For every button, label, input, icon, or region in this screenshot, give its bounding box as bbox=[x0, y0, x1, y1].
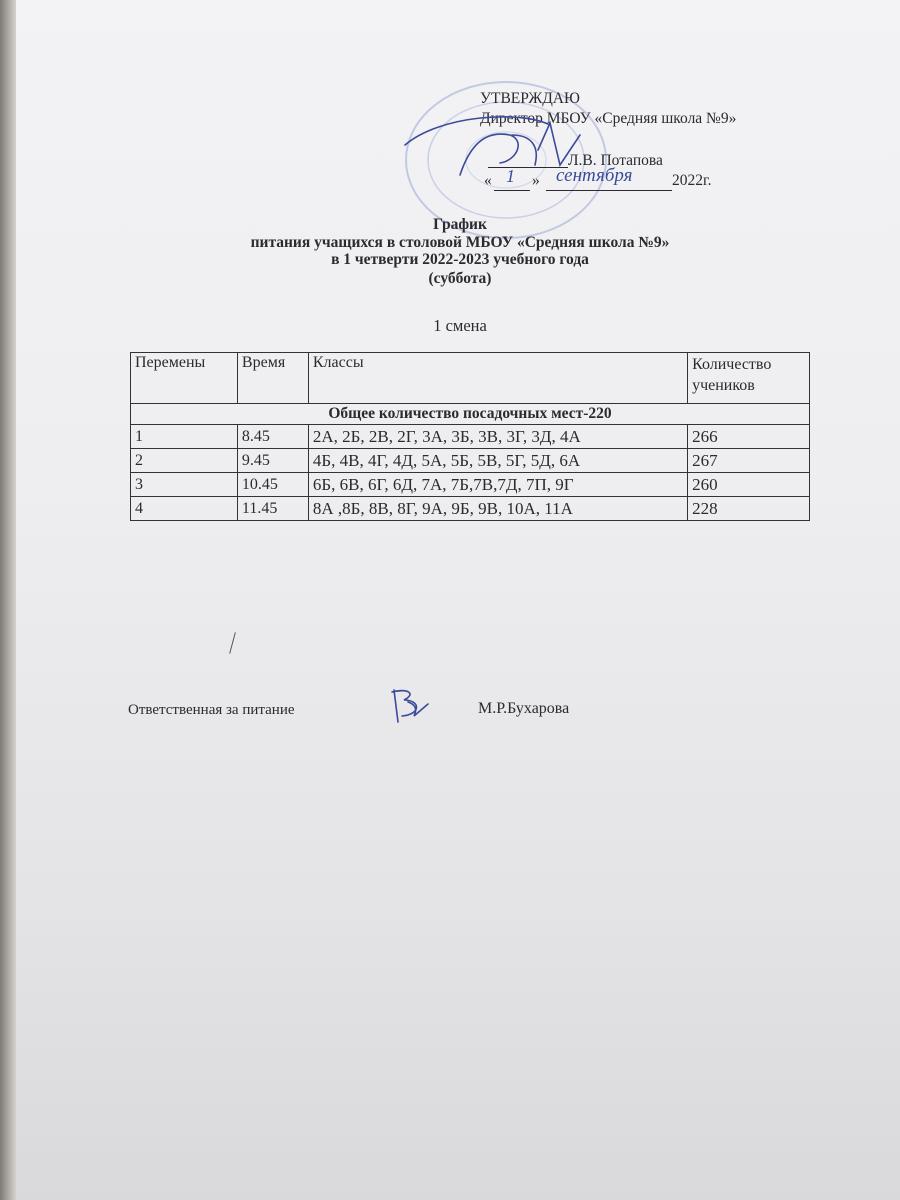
schedule-table bbox=[130, 352, 810, 521]
title-line-3: в 1 четверти 2022-2023 учебного года bbox=[331, 251, 589, 268]
row-classes: 4Б, 4В, 4Г, 4Д, 5А, 5Б, 5В, 5Г, 5Д, 6А bbox=[308, 449, 687, 473]
title-line-4: (суббота) bbox=[428, 270, 492, 287]
responsible-signature bbox=[384, 686, 434, 726]
date-year: 2022г. bbox=[672, 172, 712, 189]
row-count: 267 bbox=[688, 449, 810, 473]
table-row bbox=[131, 497, 810, 521]
row-time: 11.45 bbox=[237, 497, 308, 521]
row-classes: 8А ,8Б, 8В, 8Г, 9А, 9Б, 9В, 10А, 11А bbox=[308, 497, 687, 521]
row-count: 266 bbox=[688, 425, 810, 449]
row-classes: 6Б, 6В, 6Г, 6Д, 7А, 7Б,7В,7Д, 7П, 9Г bbox=[308, 473, 687, 497]
table-row bbox=[131, 473, 810, 497]
footer-label: Ответственная за питание bbox=[128, 702, 295, 718]
approval-heading: УТВЕРЖДАЮ bbox=[480, 90, 580, 107]
footer-name: М.Р.Бухарова bbox=[478, 700, 570, 717]
header-classes: Классы bbox=[308, 353, 687, 404]
row-time: 9.45 bbox=[237, 449, 308, 473]
date-close-quote: » bbox=[532, 172, 540, 189]
header-count-line1: Количество bbox=[692, 356, 772, 373]
row-time: 10.45 bbox=[237, 473, 308, 497]
row-time: 8.45 bbox=[237, 425, 308, 449]
row-count: 260 bbox=[688, 473, 810, 497]
table-header-row bbox=[131, 353, 810, 404]
title-line-1: График bbox=[433, 216, 487, 233]
date-month: сентября bbox=[556, 165, 633, 186]
row-classes: 2А, 2Б, 2В, 2Г, 3А, 3Б, 3В, 3Г, 3Д, 4А bbox=[308, 425, 687, 449]
row-break: 1 bbox=[131, 425, 238, 449]
title-line-2: питания учащихся в столовой МБОУ «Средняя школа №9» bbox=[250, 234, 670, 251]
table-row bbox=[131, 449, 810, 473]
row-count: 228 bbox=[688, 497, 810, 521]
seats-total: Общее количество посадочных мест-220 bbox=[131, 404, 810, 425]
approval-position: Директор МБОУ «Средняя школа №9» bbox=[480, 110, 737, 127]
date-open-quote: « bbox=[484, 172, 492, 189]
header-breaks: Перемены bbox=[131, 353, 238, 404]
row-break: 3 bbox=[131, 473, 238, 497]
date-day-line bbox=[494, 190, 530, 191]
table-row bbox=[131, 425, 810, 449]
row-break: 4 bbox=[131, 497, 238, 521]
header-count-line2: учеников bbox=[692, 377, 755, 394]
date-month-line bbox=[546, 190, 672, 191]
shift-label: 1 смена bbox=[433, 316, 487, 335]
header-count bbox=[688, 353, 810, 404]
row-break: 2 bbox=[131, 449, 238, 473]
date-day: 1 bbox=[506, 166, 515, 186]
table-seats-row bbox=[131, 404, 810, 425]
header-time: Время bbox=[237, 353, 308, 404]
approval-name: Л.В. Потапова bbox=[568, 152, 663, 169]
